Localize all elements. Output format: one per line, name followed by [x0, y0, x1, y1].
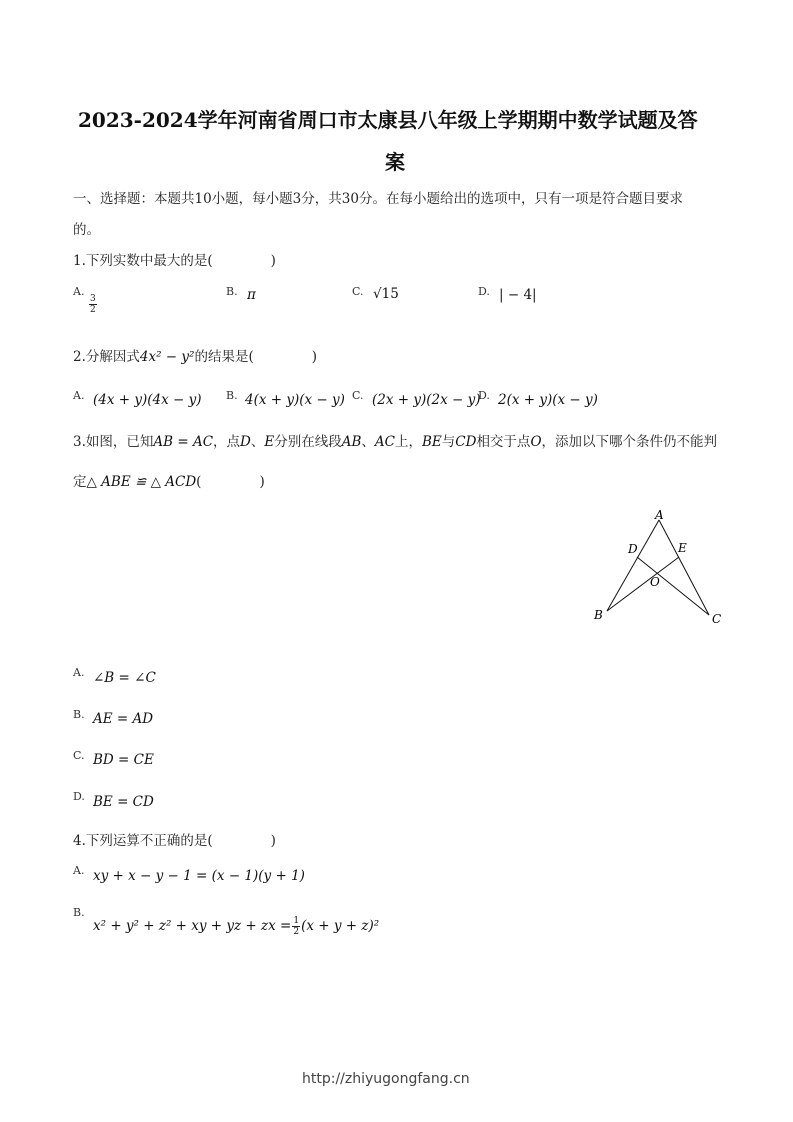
q3-close: ): [259, 474, 265, 490]
q1-option-b-label: B.: [226, 285, 238, 298]
q2-stem-pre: 2.分解因式: [73, 349, 140, 365]
q3-text-8: 相交于点: [476, 434, 531, 450]
q3-text-2: ，点: [213, 434, 241, 450]
q3-text-3: 、: [250, 434, 265, 450]
q3-expr-1: AB = AC: [153, 434, 214, 450]
q3-expr-congruence: △ ABE ≌ △ ACD: [86, 474, 197, 490]
q3-option-d-label: D.: [73, 790, 85, 803]
q3-option-d-value: BE = CD: [93, 794, 154, 810]
label-d: D: [628, 542, 638, 556]
q1-option-d-value: | − 4|: [499, 287, 537, 303]
q1-option-c-label: C.: [352, 285, 364, 298]
segment-cd: [637, 557, 709, 615]
section-instruction-line1: 一、选择题：本题共10小题，每小题3分，共30分。在每小题给出的选项中，只有一项是符合题目要求: [73, 191, 683, 207]
q1-option-b-value: π: [247, 287, 256, 303]
q1-option-a-fraction: [89, 294, 97, 315]
segment-be: [607, 557, 679, 611]
q2-stem-expr: 4x² − y²: [139, 349, 195, 365]
q3-option-b-value: AE = AD: [93, 711, 154, 727]
q1-option-c-value: √15: [373, 286, 399, 302]
q2-stem: [73, 345, 317, 365]
q2-close: ): [311, 349, 318, 365]
label-a: A: [655, 508, 664, 522]
q3-stem-line2: [73, 470, 265, 490]
page-title-line1: 2023-2024学年河南省周口市太康县八年级上学期期中数学试题及答: [78, 108, 698, 132]
q1-stem: [73, 249, 276, 269]
q1-stem-text: 1.下列实数中最大的是(: [73, 253, 213, 269]
q4-option-b-numerator: 1: [293, 916, 300, 926]
q4-option-a-value: xy + x − y − 1 = (x − 1)(y + 1): [93, 868, 305, 884]
q3-stem-line1: [73, 430, 717, 450]
q3-expr-5: AC: [374, 434, 395, 450]
q3-open: (: [196, 474, 202, 490]
q3-text-7: 与: [441, 434, 456, 450]
q2-option-b-value: 4(x + y)(x − y): [245, 392, 345, 408]
q3-option-a-label: A.: [73, 666, 85, 679]
q1-option-a-numerator: 3: [90, 294, 96, 304]
q4-option-b-value: [93, 916, 379, 937]
q2-option-a-label: A.: [73, 389, 85, 402]
q1-option-a-denominator: 2: [90, 305, 96, 315]
label-e: E: [678, 541, 687, 555]
q3-expr-7: CD: [455, 434, 477, 450]
q2-option-c-label: C.: [352, 389, 364, 402]
q2-option-d-label: D.: [478, 389, 490, 402]
q4-option-b-fraction: [292, 916, 300, 937]
q4-stem: [73, 829, 276, 849]
q3-text-6: 上，: [395, 434, 422, 450]
q2-option-a-value: (4x + y)(4x − y): [93, 392, 202, 408]
label-o: O: [650, 575, 660, 589]
segment-ac: [659, 520, 709, 615]
q3-text-1: 3.如图，已知: [73, 434, 154, 450]
q4-option-b-left: x² + y² + z² + xy + yz + zx =: [93, 918, 292, 934]
q4-option-a-label: A.: [73, 864, 85, 877]
q3-expr-3: E: [264, 434, 275, 450]
label-b: B: [594, 608, 603, 622]
label-c: C: [712, 612, 722, 626]
footer-url: http://zhiyugongfang.cn: [302, 1071, 470, 1087]
q2-option-c-value: (2x + y)(2x − y): [372, 392, 481, 408]
q4-close: ): [270, 833, 276, 849]
q4-option-b-right: (x + y + z)²: [301, 918, 380, 934]
q2-option-d-value: 2(x + y)(x − y): [498, 392, 598, 408]
q3-text-10: 定: [73, 474, 87, 490]
q3-option-c-label: C.: [73, 749, 85, 762]
section-instruction-line2: 的。: [73, 222, 100, 238]
q1-close: ): [270, 253, 276, 269]
q3-expr-2: D: [240, 434, 251, 450]
q3-text-9: ，添加以下哪个条件仍不能判: [541, 434, 718, 450]
q2-stem-post: 的结果是(: [194, 349, 254, 365]
q3-triangle-figure: [585, 505, 725, 630]
q4-option-b-label: B.: [73, 906, 85, 919]
q1-option-d-label: D.: [478, 285, 490, 298]
segment-ab: [607, 520, 659, 611]
q3-text-4: 分别在线段: [274, 434, 342, 450]
page-title-line2: 案: [385, 150, 405, 174]
q2-option-b-label: B.: [226, 389, 238, 402]
q3-option-a-value: ∠B = ∠C: [93, 670, 156, 686]
q4-option-b-denominator: 2: [293, 927, 300, 937]
q4-stem-text: 4.下列运算不正确的是(: [73, 833, 213, 849]
q3-expr-4: AB: [341, 434, 362, 450]
q3-option-c-value: BD = CE: [93, 752, 154, 768]
q3-option-b-label: B.: [73, 708, 85, 721]
q1-option-a-value: [89, 294, 97, 315]
q3-expr-8: O: [530, 434, 542, 450]
q3-expr-6: BE: [422, 434, 442, 450]
q1-option-a-label: A.: [73, 285, 85, 298]
q3-text-5: 、: [361, 434, 375, 450]
